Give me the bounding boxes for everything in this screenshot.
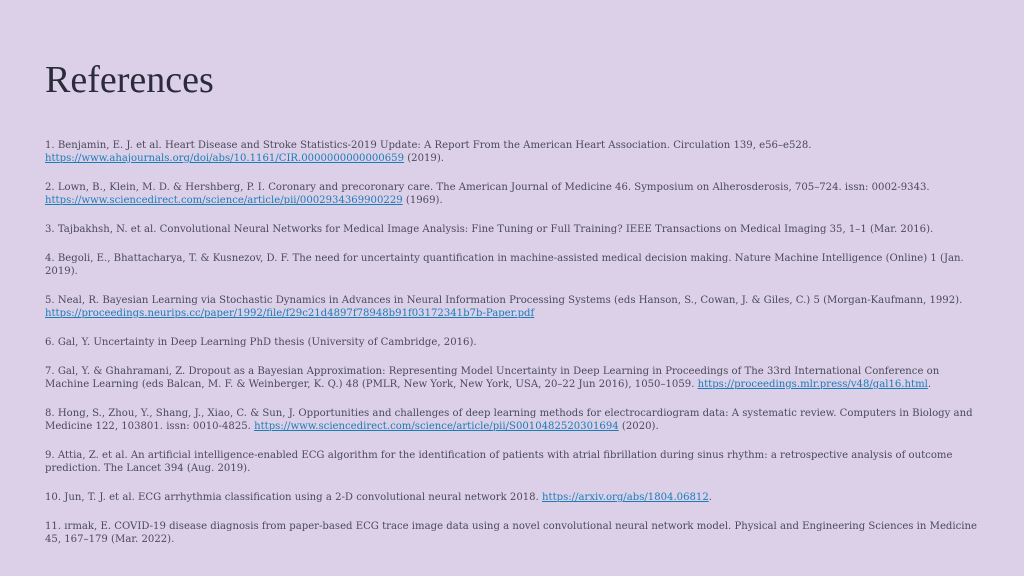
page-title: References [45,59,214,101]
reference-item [45,336,980,349]
reference-link[interactable]: https://proceedings.neurips.cc/paper/1992/file/f29c21d4897f78948b91f03172341b7b-Paper.pdf [45,308,535,319]
reference-suffix: (1969). [402,195,443,206]
reference-number: 10. [45,492,62,503]
reference-item [45,252,980,278]
reference-number: 11. [45,521,62,532]
reference-number: 6. [45,337,55,348]
reference-link[interactable]: https://www.sciencedirect.com/science/article/pii/S0010482520301694 [254,421,619,432]
reference-number: 9. [45,450,55,461]
reference-suffix: (2019). [404,153,444,164]
reference-link[interactable]: https://arxiv.org/abs/1804.06812 [542,492,709,503]
reference-list [45,139,980,562]
reference-suffix: (2020). [618,421,659,432]
reference-item [45,520,980,546]
reference-item [45,181,980,207]
reference-text: Gal, Y. Uncertainty in Deep Learning PhD thesis (University of Cambridge, 2016). [54,337,477,348]
reference-text: Hong, S., Zhou, Y., Shang, J., Xiao, C. & Sun, J. Opportunities and challenges of deep learning methods for electrocardiogram data: A systematic review. Computers in Biology and Medicine 122, 103801. issn: 0010-4825. [45,408,973,432]
reference-text: Benjamin, E. J. et al. Heart Disease and Stroke Statistics-2019 Update: A Report From the American Heart Association. Circulation 139, e56–e528. [54,140,812,151]
reference-link[interactable]: https://www.sciencedirect.com/science/article/pii/0002934369900229 [45,195,403,206]
reference-item [45,365,980,391]
reference-item [45,407,980,433]
reference-number: 5. [45,295,55,306]
reference-text: Neal, R. Bayesian Learning via Stochastic Dynamics in Advances in Neural Information Processing Systems (eds Hanson, S., Cowan, J. & Giles, C.) 5 (Morgan-Kaufmann, 1992). [54,295,963,306]
reference-number: 1. [45,140,55,151]
reference-link[interactable]: https://www.ahajournals.org/doi/abs/10.1161/CIR.0000000000000659 [45,153,404,164]
reference-suffix: . [708,492,712,503]
reference-link[interactable]: https://proceedings.mlr.press/v48/gal16.html [697,379,928,390]
reference-text: Tajbakhsh, N. et al. Convolutional Neural Networks for Medical Image Analysis: Fine Tuning or Full Training? IEEE Transactions on Medical Imaging 35, 1–1 (Mar. 2016). [54,224,934,235]
reference-number: 3. [45,224,55,235]
reference-number: 2. [45,182,55,193]
reference-item [45,491,980,504]
reference-item [45,294,980,320]
reference-item [45,139,980,165]
reference-text: Lown, B., Klein, M. D. & Hershberg, P. I. Coronary and precoronary care. The American Journal of Medicine 46. Symposium on Alherosderosis, 705–724. issn: 0002-9343. [54,182,930,193]
reference-text: Attia, Z. et al. An artificial intelligence-enabled ECG algorithm for the identification of patients with atrial fibrillation during sinus rhythm: a retrospective analysis of outcome prediction. The Lancet 394 (Aug. 2019). [45,450,953,474]
reference-item [45,223,980,236]
reference-text: Gal, Y. & Ghahramani, Z. Dropout as a Bayesian Approximation: Representing Model Uncertainty in Deep Learning in Proceedings of The 33rd International Conference on Machine Learning (eds Balcan, M. F. & Weinberger, K. Q.) 48 (PMLR, New York, New York, USA, 20–22 Jun 2016), 1050–1059. [45,366,940,390]
reference-number: 8. [45,408,55,419]
reference-number: 4. [45,253,55,264]
reference-text: Jun, T. J. et al. ECG arrhythmia classification using a 2-D convolutional neural network 2018. [61,492,543,503]
reference-item [45,449,980,475]
reference-text: ırmak, E. COVID-19 disease diagnosis from paper-based ECG trace image data using a novel convolutional neural network model. Physical and Engineering Sciences in Medicine 45, 167–179 (Mar. 2022). [45,521,977,545]
reference-number: 7. [45,366,55,377]
reference-text: Begoli, E., Bhattacharya, T. & Kusnezov, D. F. The need for uncertainty quantification in machine-assisted medical decision making. Nature Machine Intelligence (Online) 1 (Jan. 2019). [45,253,964,277]
reference-suffix: . [927,379,932,390]
